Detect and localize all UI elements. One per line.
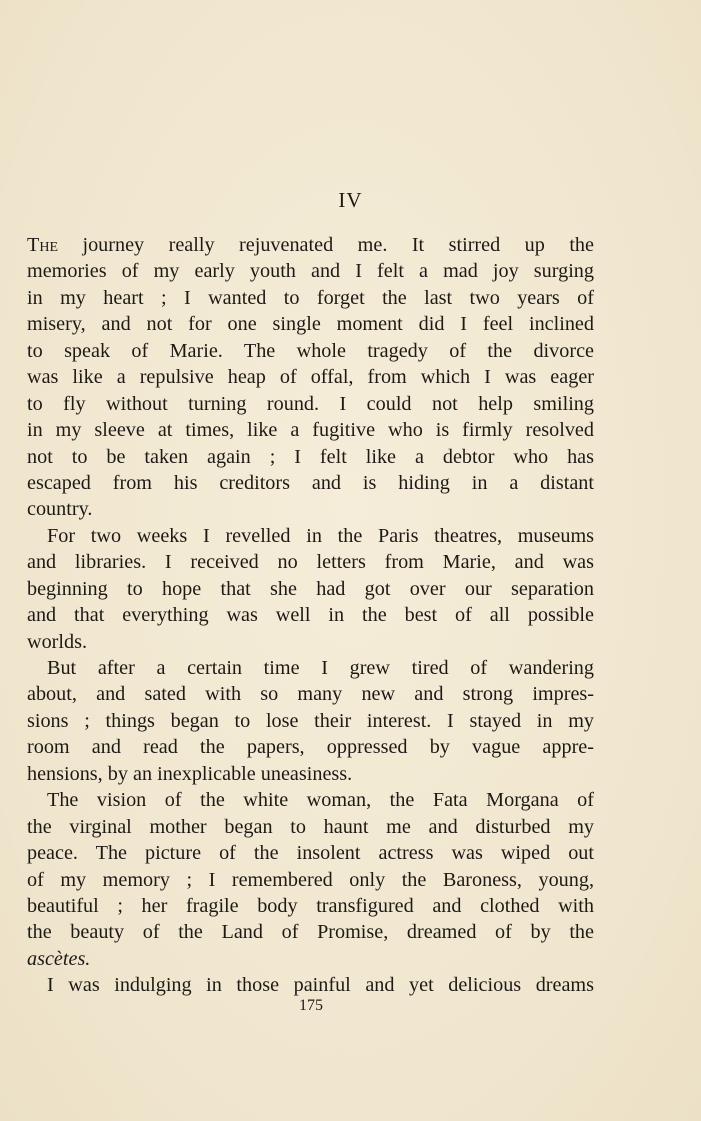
text-line: sions ; things began to lose their interest. I stayed in my <box>27 709 594 732</box>
text-line: The vision of the white woman, the Fata Morgana of <box>47 789 594 812</box>
text-line: hensions, by an inexplicable uneasiness. <box>27 762 353 785</box>
text-line: in my sleeve at times, like a fugitive who is firmly resolved <box>27 419 594 442</box>
opening-word: The <box>27 234 58 256</box>
text-line: and libraries. I received no letters from Marie, and was <box>27 551 594 574</box>
text-line: But after a certain time I grew tired of wandering <box>47 657 594 679</box>
text-line: about, and sated with so many new and strong impres- <box>27 683 594 706</box>
text-line: of my memory ; I remembered only the Baroness, young, <box>27 868 594 891</box>
text-line: ascètes. <box>27 947 91 970</box>
body-text <box>27 232 594 999</box>
text-line: country. <box>27 498 93 521</box>
text-line: the beauty of the Land of Promise, dreamed of by the <box>27 921 594 944</box>
text-line: and that everything was well in the best of all possible <box>27 604 594 627</box>
text-line: The journey really rejuvenated me. It stirred up the <box>27 234 594 256</box>
text-line: room and read the papers, oppressed by vague appre- <box>27 736 594 759</box>
text-line: to fly without turning round. I could not help smiling <box>27 392 594 415</box>
text-line: the virginal mother began to haunt me and disturbed my <box>27 815 594 838</box>
text-line: was like a repulsive heap of offal, from which I was eager <box>27 366 594 389</box>
chapter-heading: IV <box>338 188 363 212</box>
text-line: escaped from his creditors and is hiding in a distant <box>27 471 594 494</box>
text-line: to speak of Marie. The whole tragedy of the divorce <box>27 339 594 362</box>
text-line: I was indulging in those painful and yet delicious dreams <box>47 974 594 997</box>
text-line: For two weeks I revelled in the Paris theatres, museums <box>47 524 594 547</box>
text-line: peace. The picture of the insolent actress was wiped out <box>27 842 594 865</box>
text-line: beginning to hope that she had got over our separation <box>27 577 594 600</box>
text-line: misery, and not for one single moment did I feel inclined <box>27 313 594 336</box>
text-line: memories of my early youth and I felt a mad joy surging <box>27 260 594 283</box>
text-line: beautiful ; her fragile body transfigured and clothed with <box>27 894 594 917</box>
page-number: 175 <box>299 997 323 1014</box>
text-line: not to be taken again ; I felt like a debtor who has <box>27 445 594 468</box>
text-line: worlds. <box>27 630 88 653</box>
text-line: in my heart ; I wanted to forget the last two years of <box>27 286 594 309</box>
